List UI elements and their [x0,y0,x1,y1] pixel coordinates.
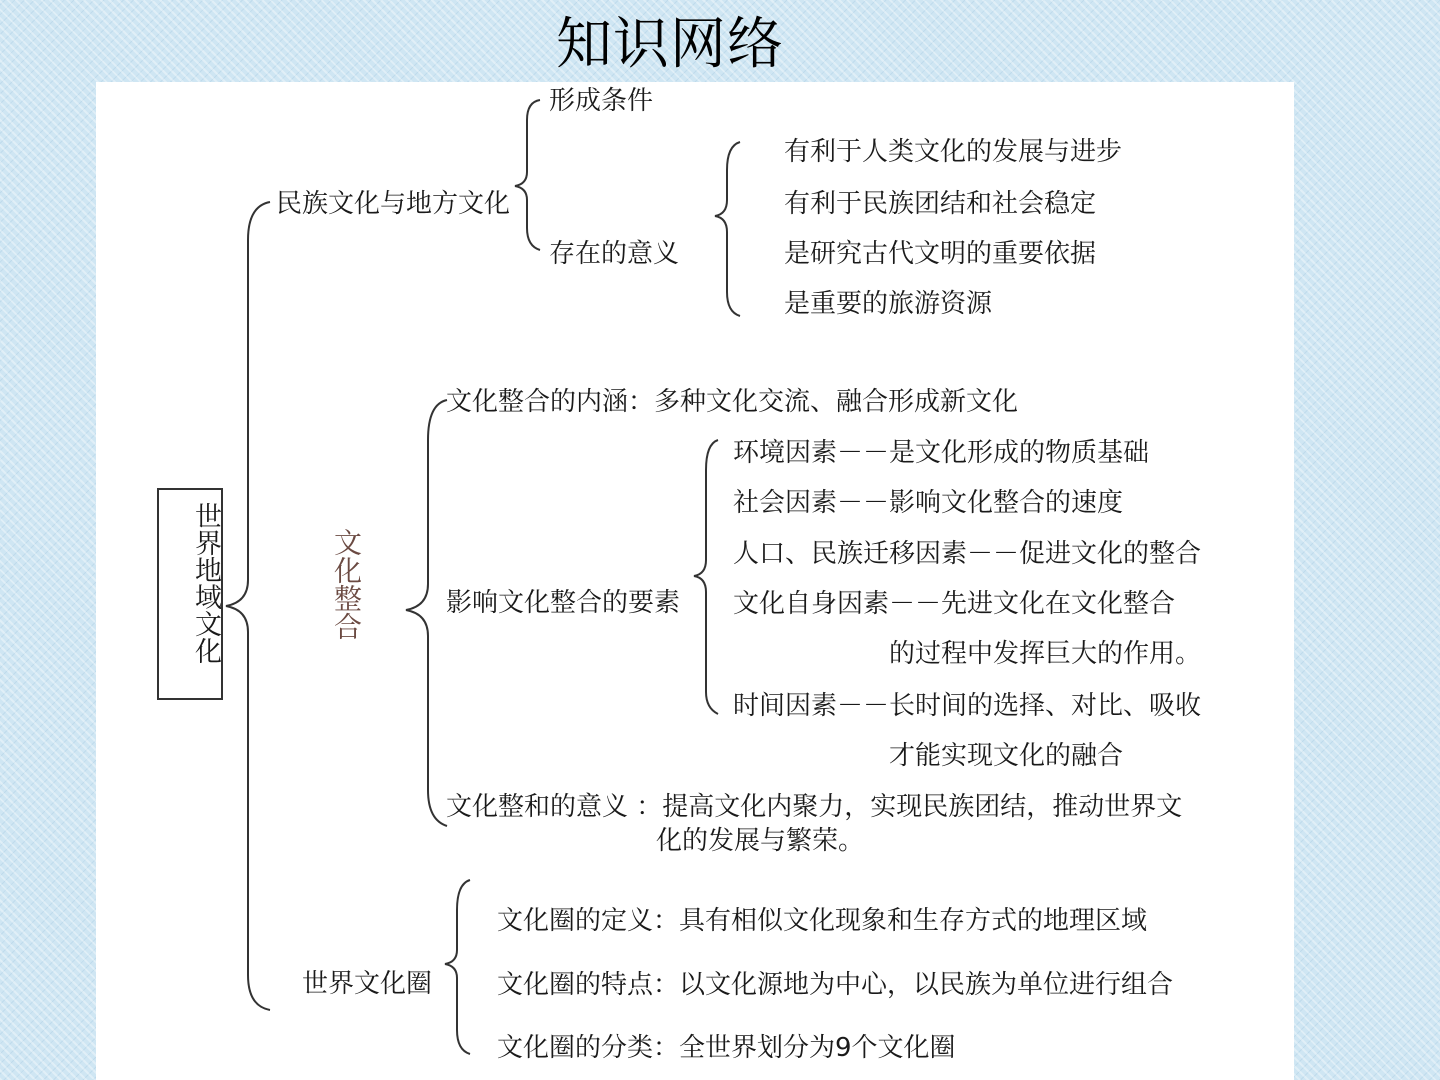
culture-circle-item: 文化圈的特点：以文化源地为中心，以民族为单位进行组合 [497,970,1174,1000]
page-title: 知识网络 [556,12,784,77]
significance-item: 是研究古代文明的重要依据 [784,239,1097,269]
integration-significance-continued: 化的发展与繁荣。 [656,826,865,856]
significance-brace [715,142,740,316]
branch1-sub-formation: 形成条件 [549,86,654,116]
factors-label: 影响文化整合的要素 [446,588,681,618]
integration-meaning: 文化整合的内涵：多种文化交流、融合形成新文化 [446,387,1019,417]
factor-item: 文化自身因素－－先进文化在文化整合 [733,589,1176,619]
culture-circle-item: 文化圈的定义：具有相似文化现象和生存方式的地理区域 [497,906,1148,936]
factor-item-continued: 的过程中发挥巨大的作用。 [889,639,1202,669]
factor-item: 环境因素－－是文化形成的物质基础 [733,438,1150,468]
branch1-label: 民族文化与地方文化 [276,189,511,219]
integration-significance: 文化整和的意义 ：提高文化内聚力，实现民族团结，推动世界文 [446,792,1183,822]
factors-brace [694,440,718,714]
factor-item-continued: 才能实现文化的融合 [889,741,1124,771]
factor-item: 时间因素－－长时间的选择、对比、吸收 [733,691,1202,721]
significance-item: 有利于民族团结和社会稳定 [784,189,1097,219]
branch3-label: 世界文化圈 [302,969,433,999]
factor-item: 社会因素－－影响文化整合的速度 [733,488,1124,518]
root-brace [226,202,270,1010]
branch2-label: 文化整合 [330,528,363,640]
root-label: 世界地域文化 [190,502,221,664]
factor-item: 人口、民族迁移因素－－促进文化的整合 [733,539,1202,569]
branch1-brace [515,100,540,250]
significance-item: 有利于人类文化的发展与进步 [784,137,1123,167]
branch2-brace [406,400,447,826]
significance-item: 是重要的旅游资源 [784,289,993,319]
branch1-sub-significance: 存在的意义 [549,239,680,269]
branch3-brace [445,880,470,1054]
root-node [157,488,223,700]
culture-circle-item: 文化圈的分类：全世界划分为9个文化圈 [497,1033,956,1063]
